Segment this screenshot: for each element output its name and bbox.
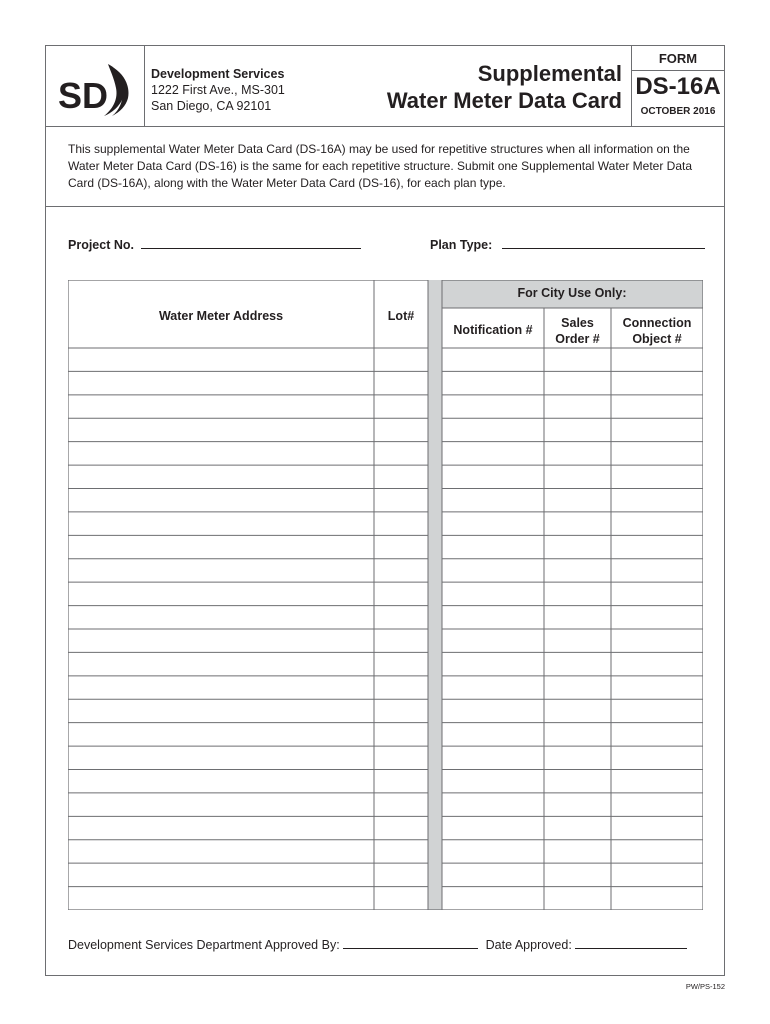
grid-lines <box>68 280 703 910</box>
col-header-notification: Notification # <box>453 323 533 337</box>
meter-table <box>68 280 703 910</box>
department-info <box>151 66 285 114</box>
form-title <box>387 60 622 114</box>
project-no-label: Project No. <box>68 238 134 252</box>
logo-text: SD <box>58 75 109 116</box>
form-header <box>46 46 724 127</box>
connection-line-1: Connection <box>622 316 692 330</box>
form-frame <box>45 45 725 976</box>
plan-type-field <box>430 236 705 252</box>
table-grid <box>68 280 703 910</box>
date-approved-label: Date Approved: <box>485 938 572 952</box>
sales-order-line-2: Order # <box>555 332 600 346</box>
col-header-connection <box>611 315 703 347</box>
approval-row <box>68 936 687 952</box>
project-no-field <box>68 236 361 252</box>
plan-type-input[interactable] <box>502 236 705 249</box>
instructions-text: This supplemental Water Meter Data Card (DS-16A) may be used for repetitive structures when all information on the Water Meter Data Card (DS-16) is the same for each repetitive structure. Submit one Supplemental Water Meter Data Card (DS-16A), along with the Water Meter Data Card (DS-16), for each plan type. <box>68 142 693 190</box>
connection-line-2: Object # <box>632 332 682 346</box>
col-header-address: Water Meter Address <box>158 309 284 323</box>
shaded-separator-column <box>428 280 442 910</box>
plan-type-label: Plan Type: <box>430 238 493 252</box>
col-header-lot: Lot# <box>387 309 415 323</box>
address-line-2: San Diego, CA 92101 <box>151 99 272 113</box>
col-header-sales-order <box>544 315 611 347</box>
form-number: DS-16A <box>635 73 721 100</box>
approved-by-input[interactable] <box>343 936 478 949</box>
logo-cell <box>46 46 145 126</box>
department-name: Development Services <box>151 67 285 81</box>
form-date: OCTOBER 2016 <box>640 106 716 117</box>
footer-code: PW/PS-152 <box>685 982 725 991</box>
date-approved-input[interactable] <box>575 936 687 949</box>
address-line-1: 1222 First Ave., MS-301 <box>151 83 285 97</box>
title-line-2: Water Meter Data Card <box>386 88 622 113</box>
form-id-cell <box>631 46 724 126</box>
approved-by-label: Development Services Department Approved By: <box>68 938 340 952</box>
project-no-input[interactable] <box>141 236 361 249</box>
sales-order-line-1: Sales <box>561 316 594 330</box>
form-label: FORM <box>632 46 724 71</box>
section-divider <box>46 206 724 207</box>
sd-logo <box>56 56 136 118</box>
city-use-header: For City Use Only: <box>517 286 627 300</box>
title-line-1: Supplemental <box>477 61 622 86</box>
